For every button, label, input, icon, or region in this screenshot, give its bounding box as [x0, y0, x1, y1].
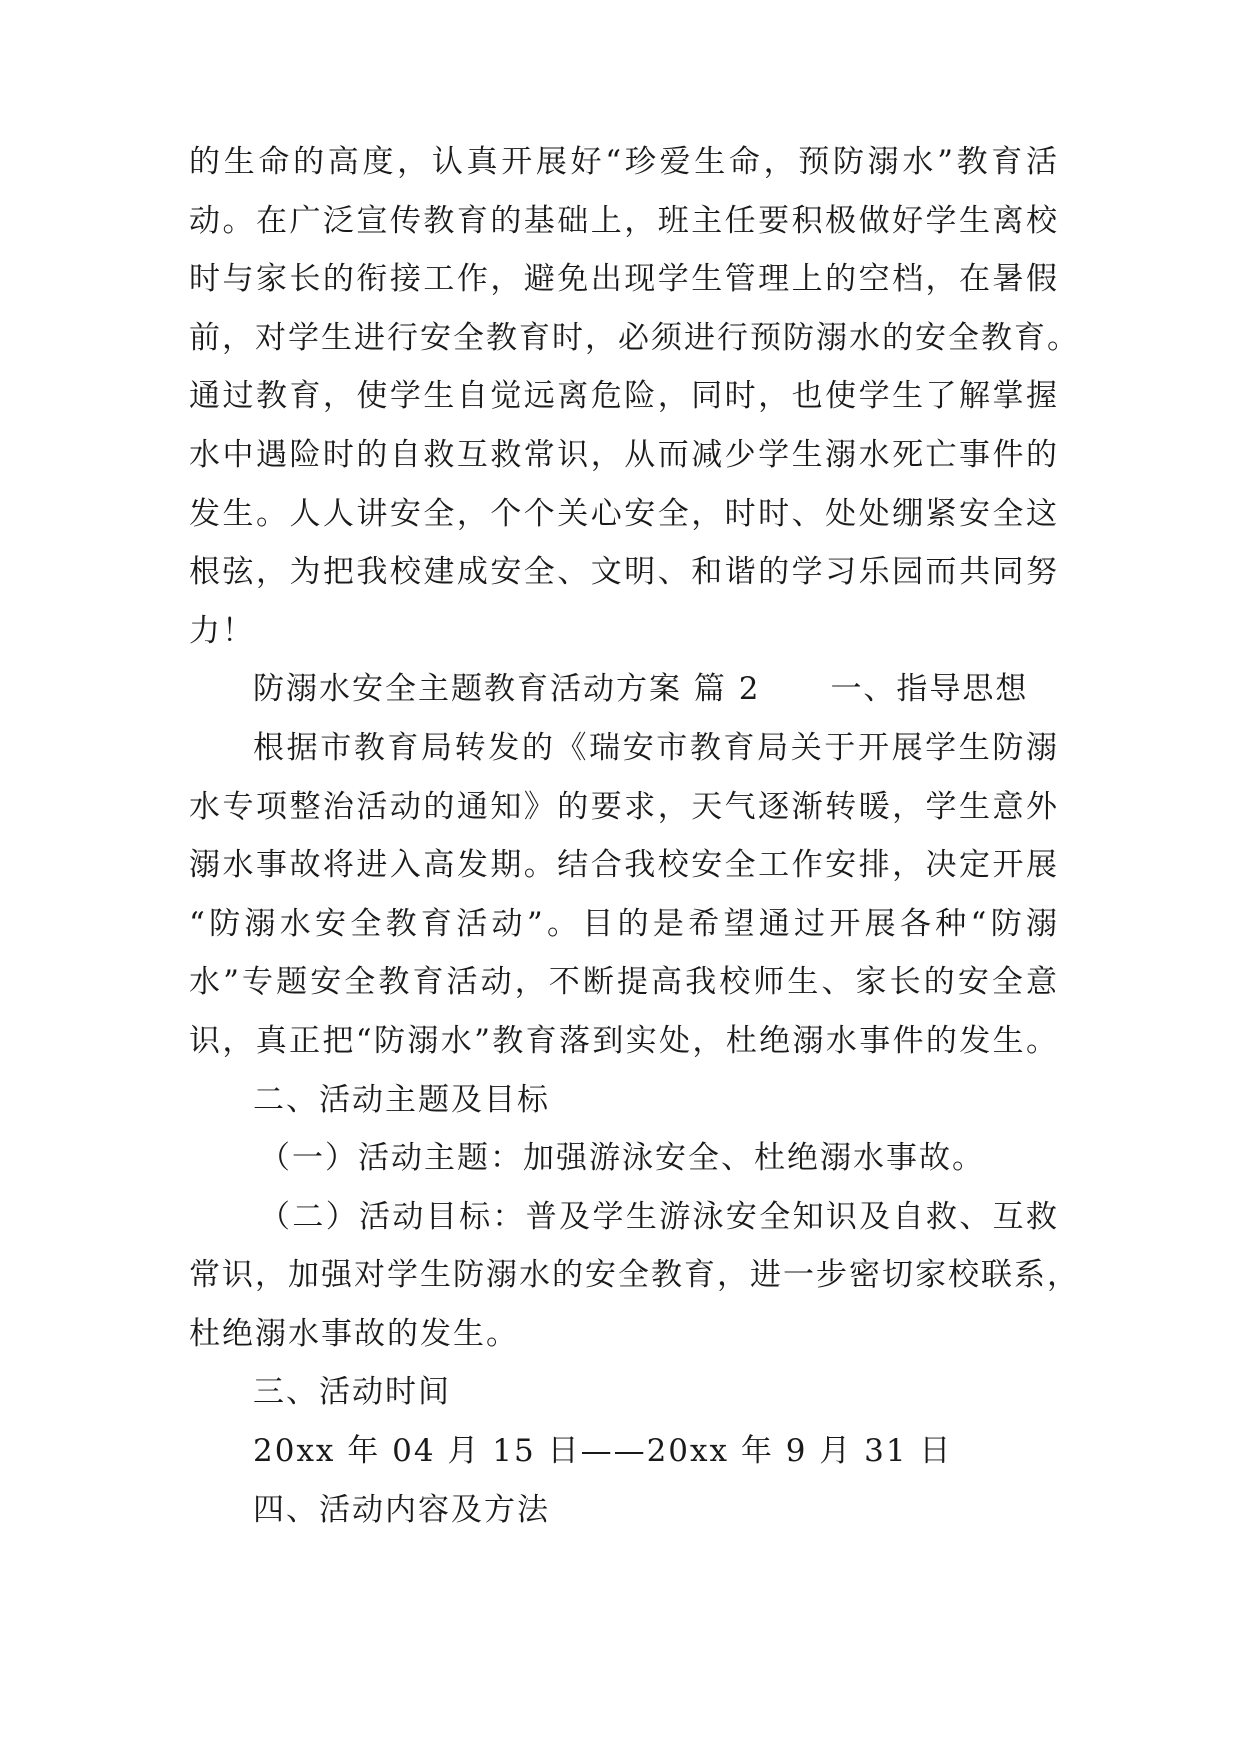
paragraph-line: 发生。人人讲安全，个个关心安全，时时、处处绷紧安全这	[189, 495, 1059, 532]
section-heading: 一、指导思想	[830, 671, 1029, 708]
paragraph-line: 的生命的高度，认真开展好“珍爱生命，预防溺水”教育活	[189, 144, 1059, 180]
paragraph-line: 常识，加强对学生防溺水的安全教育，进一步密切家校联系，	[189, 1257, 1080, 1294]
document-body	[189, 133, 1080, 1539]
paragraph-line: 水中遇险时的自救互救常识，从而减少学生溺水死亡事件的	[189, 436, 1059, 473]
paragraph-line: 前，对学生进行安全教育时，必须进行预防溺水的安全教育。	[189, 319, 1080, 356]
paragraph-line: 通过教育，使学生自觉远离危险，同时，也使学生了解掌握	[189, 378, 1059, 415]
paragraph-line: 水”专题安全教育活动，不断提高我校师生、家长的安全意	[189, 964, 1059, 1001]
date-range: 20xx 年 04 月 15 日——20xx 年 9 月 31 日	[253, 1433, 953, 1470]
section-heading: 三、活动时间	[253, 1374, 451, 1411]
paragraph-line: 溺水事故将进入高发期。结合我校安全工作安排，决定开展	[189, 847, 1059, 884]
paragraph-line: 时与家长的衔接工作，避免出现学生管理上的空档，在暑假	[189, 261, 1059, 298]
section-heading-line	[189, 660, 1059, 719]
paragraph-line: 根弦，为把我校建成安全、文明、和谐的学习乐园而共同努	[189, 554, 1059, 591]
paragraph-line: 杜绝溺水事故的发生。	[189, 1315, 519, 1352]
paragraph-line: 力！	[189, 612, 255, 649]
section-heading: 二、活动主题及目标	[253, 1081, 550, 1118]
paragraph-line: 根据市教育局转发的《瑞安市教育局关于开展学生防溺	[253, 729, 1059, 766]
section-heading: 四、活动内容及方法	[253, 1491, 550, 1528]
paragraph-line: “防溺水安全教育活动”。目的是希望通过开展各种“防溺	[189, 905, 1059, 942]
list-item: （二）活动目标：普及学生游泳安全知识及自救、互救	[259, 1198, 1059, 1235]
list-item: （一）活动主题：加强游泳安全、杜绝溺水事故。	[259, 1140, 985, 1177]
paragraph-line: 识，真正把“防溺水”教育落到实处，杜绝溺水事件的发生。	[189, 1022, 1059, 1059]
paragraph-line: 动。在广泛宣传教育的基础上，班主任要积极做好学生离校	[189, 202, 1059, 239]
paragraph-line: 水专项整治活动的通知》的要求，天气逐渐转暖，学生意外	[189, 788, 1059, 825]
document-title: 防溺水安全主题教育活动方案 篇 2	[253, 671, 761, 708]
